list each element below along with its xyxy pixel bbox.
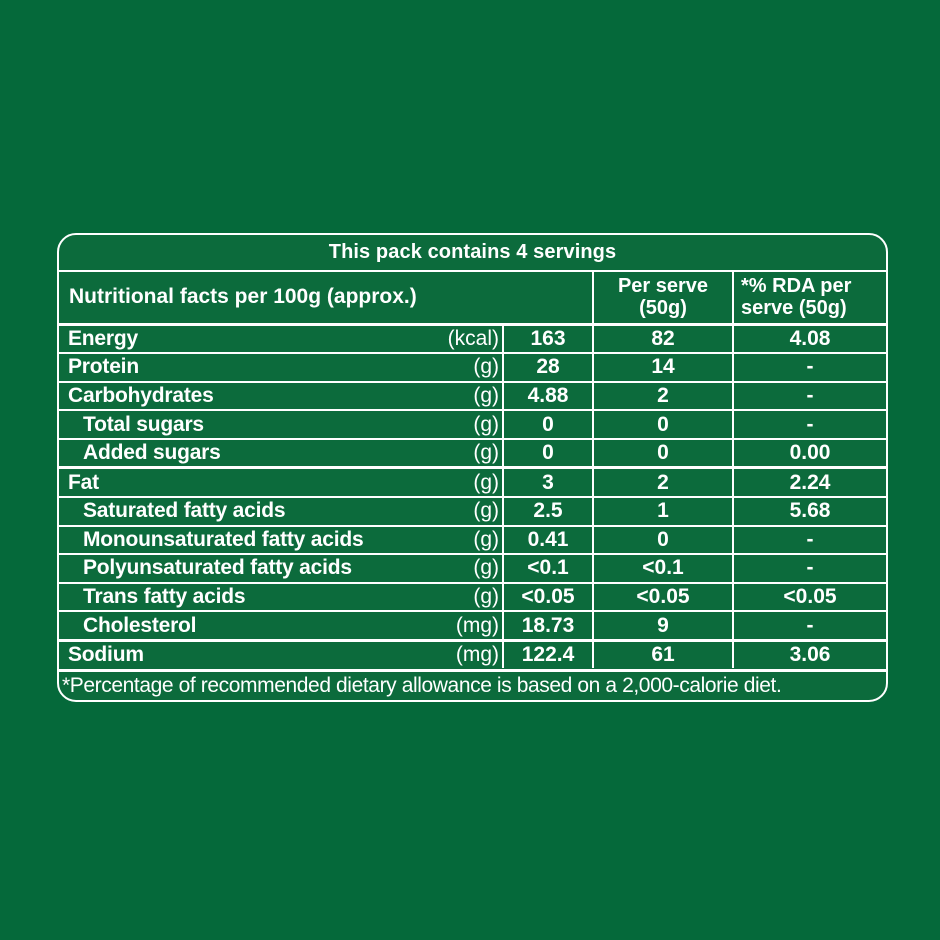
value-rda-per-serve: -: [732, 354, 886, 381]
header-rda-per-serve: [732, 272, 886, 323]
value-rda-per-serve: <0.05: [732, 584, 886, 611]
nutrient-unit: (g): [473, 355, 499, 379]
nutrient-unit: (mg): [455, 613, 499, 637]
header-nutritional-facts: Nutritional facts per 100g (approx.): [69, 285, 417, 308]
nutrient-unit: (g): [473, 556, 499, 580]
nutrient-rows: [59, 323, 886, 669]
table-row: [59, 323, 886, 353]
nutrient-cell: [59, 354, 502, 381]
table-row: [59, 438, 886, 467]
table-row: [59, 582, 886, 611]
nutrient-label: Fat: [68, 470, 99, 494]
value-per-serve: 14: [592, 354, 732, 381]
table-row: [59, 409, 886, 438]
value-per-serve: 2: [592, 469, 732, 496]
header-per-serve-line2: (50g): [639, 297, 687, 319]
nutrient-cell: [59, 326, 502, 353]
nutrient-cell: [59, 555, 502, 582]
value-per-100g: 4.88: [502, 383, 592, 410]
nutrient-label: Trans fatty acids: [83, 584, 246, 608]
nutrient-cell: [59, 383, 502, 410]
nutrient-label: Energy: [68, 326, 138, 350]
value-rda-per-serve: -: [732, 527, 886, 554]
table-row: [59, 496, 886, 525]
header-per-serve-line1: Per serve: [617, 275, 709, 297]
header-per-serve: [592, 272, 732, 323]
value-per-100g: 163: [502, 326, 592, 353]
nutrient-cell: [59, 469, 502, 496]
value-rda-per-serve: -: [732, 411, 886, 438]
table-row: [59, 525, 886, 554]
nutrient-label: Sodium: [68, 643, 144, 667]
value-per-serve: 0: [592, 411, 732, 438]
value-per-100g: <0.05: [502, 584, 592, 611]
table-row: [59, 466, 886, 496]
nutrient-label: Cholesterol: [83, 613, 197, 637]
header-rda-line1: *% RDA per: [741, 275, 852, 297]
header-rda-line2: serve (50g): [741, 297, 847, 319]
value-rda-per-serve: -: [732, 555, 886, 582]
nutrient-unit: (mg): [455, 643, 499, 667]
value-per-100g: <0.1: [502, 555, 592, 582]
value-rda-per-serve: 5.68: [732, 498, 886, 525]
table-row: [59, 610, 886, 639]
nutrient-unit: (g): [473, 470, 499, 494]
value-rda-per-serve: 2.24: [732, 469, 886, 496]
nutrient-label: Protein: [68, 355, 139, 379]
value-per-serve: <0.05: [592, 584, 732, 611]
rda-footnote: *Percentage of recommended dietary allowance is based on a 2,000-calorie diet.: [59, 669, 886, 701]
nutrient-unit: (g): [473, 584, 499, 608]
value-rda-per-serve: -: [732, 612, 886, 639]
table-row: [59, 553, 886, 582]
value-per-100g: 122.4: [502, 642, 592, 669]
value-per-serve: 82: [592, 326, 732, 353]
pack-servings-title: This pack contains 4 servings: [328, 240, 617, 263]
nutrient-cell: [59, 411, 502, 438]
value-per-serve: 2: [592, 383, 732, 410]
nutrient-cell: [59, 612, 502, 639]
nutrient-label: Monounsaturated fatty acids: [83, 527, 364, 551]
value-per-serve: 0: [592, 440, 732, 467]
nutrient-unit: (g): [473, 527, 499, 551]
nutrient-cell: [59, 527, 502, 554]
table-header-row: [59, 270, 886, 323]
table-row: [59, 381, 886, 410]
value-per-100g: 18.73: [502, 612, 592, 639]
nutrient-unit: (g): [473, 499, 499, 523]
nutrient-unit: (g): [473, 441, 499, 465]
nutrient-cell: [59, 440, 502, 467]
nutrient-label: Saturated fatty acids: [83, 499, 286, 523]
value-rda-per-serve: 3.06: [732, 642, 886, 669]
value-per-100g: 28: [502, 354, 592, 381]
nutrient-unit: (g): [473, 383, 499, 407]
value-per-serve: 9: [592, 612, 732, 639]
value-per-serve: 61: [592, 642, 732, 669]
value-per-100g: 0: [502, 411, 592, 438]
nutrient-label: Polyunsaturated fatty acids: [83, 556, 352, 580]
value-per-100g: 0.41: [502, 527, 592, 554]
value-per-serve: 1: [592, 498, 732, 525]
value-per-serve: 0: [592, 527, 732, 554]
value-per-serve: <0.1: [592, 555, 732, 582]
value-per-100g: 3: [502, 469, 592, 496]
nutrition-facts-table: [57, 233, 888, 702]
table-row: [59, 352, 886, 381]
table-row: [59, 639, 886, 669]
nutrient-unit: (g): [473, 412, 499, 436]
value-per-100g: 2.5: [502, 498, 592, 525]
nutrient-cell: [59, 642, 502, 669]
nutrient-label: Total sugars: [83, 412, 204, 436]
value-per-100g: 0: [502, 440, 592, 467]
value-rda-per-serve: 4.08: [732, 326, 886, 353]
nutrient-label: Carbohydrates: [68, 383, 214, 407]
nutrient-unit: (kcal): [447, 326, 499, 350]
nutrient-label: Added sugars: [83, 441, 221, 465]
value-rda-per-serve: -: [732, 383, 886, 410]
nutrient-cell: [59, 584, 502, 611]
value-rda-per-serve: 0.00: [732, 440, 886, 467]
nutrient-cell: [59, 498, 502, 525]
